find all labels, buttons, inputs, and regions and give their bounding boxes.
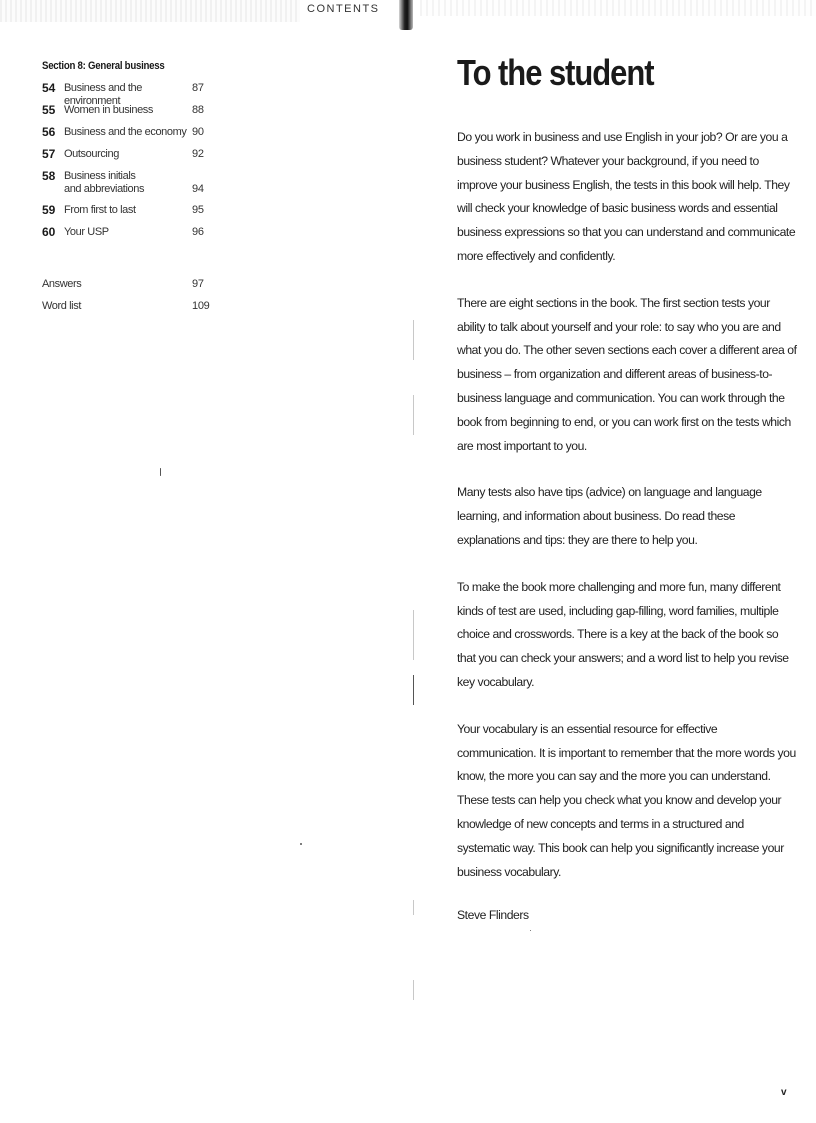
body-paragraph: There are eight sections in the book. The first section tests your ability to talk about yourself and your role: to say who you are and what you do. The other seven sections each cover a different area of business – from organization and different areas of business-to-business language and communication. You can work through the book from beginning to end, or you can work first on the tests which are most important to you. [457,295,797,453]
toc-entry-title-line2: and abbreviations [64,183,145,195]
gutter-line [413,980,414,1000]
toc-entry-page: 88 [192,104,204,116]
section-title: Section 8: General business [42,60,165,72]
to-the-student-page [457,50,797,922]
binding-mark [399,0,413,30]
toc-entry[interactable] [42,204,242,226]
page-title: To the student [457,52,654,93]
toc-back-matter-word-list[interactable] [42,300,242,322]
body-paragraph: Do you work in business and use English in your job? Or are you a business student? Whatever your background, if you need to improve your business English, the tests in this book will help. They will check your knowledge of basic business words and essential business expressions so that you can understand and communicate more effectively and confidently. [457,130,796,263]
toc-entry-title: Word list [42,300,81,312]
scan-speck [530,930,531,931]
toc-entry-page: 90 [192,126,204,138]
toc-entry-number: 57 [42,147,56,161]
author-signature: Steve Flinders [457,908,529,923]
toc-entry-title: Answers [42,278,82,290]
running-header: CONTENTS [307,3,380,15]
gutter-line [413,395,414,435]
toc-entry-number: 54 [42,81,56,95]
toc-entry[interactable] [42,81,242,107]
toc-entry[interactable] [42,148,242,170]
toc-entry-page: 95 [192,204,204,216]
body-paragraph: Many tests also have tips (advice) on language and language learning, and information about business. Do read these explanations and tips: they are there to help you. [457,485,762,547]
contents-list [42,60,242,322]
toc-entry-title [64,170,192,196]
toc-entry-page: 92 [192,148,204,160]
toc-entry[interactable] [42,126,242,148]
gutter-line [413,675,414,705]
toc-entry-title: From first to last [64,204,136,216]
body-paragraph: Your vocabulary is an essential resource for effective communication. It is important to remember that the more words you know, the more you can say and the more you can understand. These tests can help you check what you know and develop your knowledge of new concepts and terms in a structured and systematic way. This book can help you significantly increase your business vocabulary. [457,721,796,879]
toc-entry[interactable] [42,170,242,204]
toc-entry-title: Outsourcing [64,148,119,160]
toc-entry-number: 58 [42,169,56,183]
toc-entry-page: 94 [192,183,204,195]
toc-entry-number: 55 [42,103,56,117]
toc-entry[interactable] [42,104,242,126]
scan-speck [160,468,161,476]
page-number: v [781,1087,787,1098]
scan-noise-left [0,0,300,22]
toc-entry[interactable] [42,226,242,248]
toc-entry-title: Business and the economy [64,126,187,138]
scan-speck [300,843,302,845]
toc-entry-page: 96 [192,226,204,238]
toc-entry-title-line1: Business initials [64,170,136,182]
toc-entry-number: 59 [42,203,56,217]
toc-entry-number: 56 [42,125,56,139]
body-paragraph: To make the book more challenging and more fun, many different kinds of test are used, including gap-filling, word families, multiple choice and crosswords. There is a key at the back of the book so that you can check your answers; and a word list to help you revise key vocabulary. [457,579,789,689]
toc-entry-number: 60 [42,225,56,239]
gutter-line [413,610,414,660]
toc-entry-title: Women in business [64,104,153,116]
gutter-line [413,900,414,915]
toc-entry-page: 97 [192,278,204,290]
toc-entry-title: Business and the environment [64,82,142,107]
toc-spacer [42,248,242,278]
toc-entry-title: Your USP [64,226,109,238]
toc-back-matter-answers[interactable] [42,278,242,300]
scan-noise-right [420,0,816,16]
gutter-line [413,320,414,360]
toc-entry-page: 109 [192,300,210,312]
toc-entry-page: 87 [192,82,204,94]
